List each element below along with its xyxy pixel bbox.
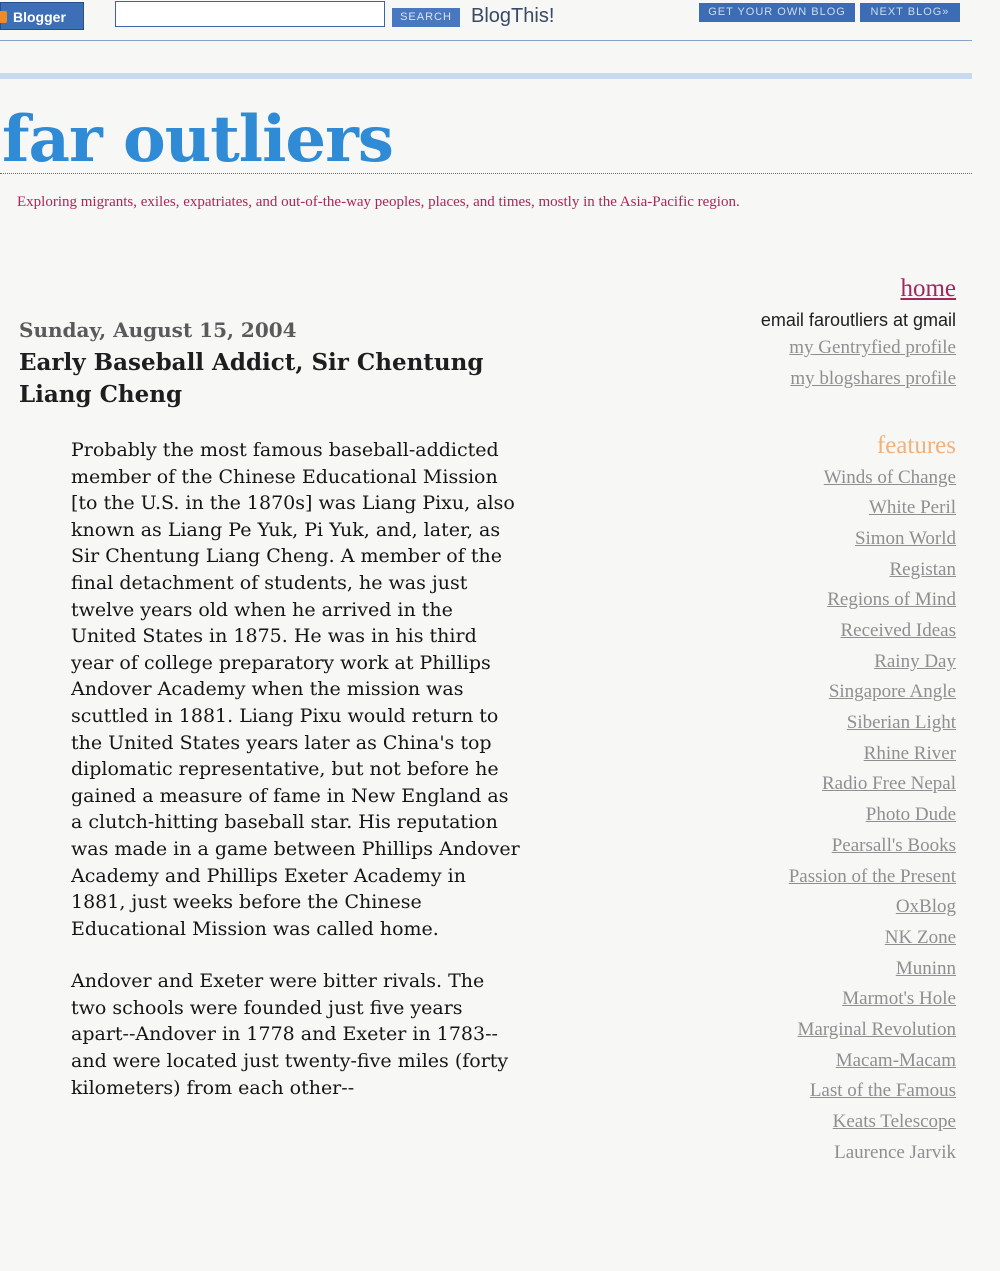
blog-description: Exploring migrants, exiles, expatriates, and out-of-the-way peoples, places, and times, mostly in the Asia-Pacific region. — [17, 194, 740, 210]
list-item — [636, 616, 956, 647]
list-item — [636, 739, 956, 770]
feature-link[interactable]: Passion of the Present — [788, 865, 956, 887]
feature-link[interactable]: Simon World — [854, 527, 956, 549]
feature-link[interactable]: Photo Dude — [865, 804, 956, 826]
list-item — [636, 524, 956, 555]
blogger-navbar — [0, 0, 1000, 38]
feature-link[interactable]: OxBlog — [895, 896, 956, 918]
email-text: email faroutliers at gmail — [760, 310, 956, 330]
feature-link[interactable]: Singapore Angle — [828, 681, 956, 703]
title-divider — [0, 173, 972, 174]
post-paragraph: Probably the most famous baseball-addicted member of the Chinese Educational Mission [to the U.S. in the 1870s] was Liang Pixu, also known as Liang Pe Yuk, Pi Yuk, and, later, as Sir Chentung Liang Cheng. A member of the final detachment of students, he was just twelve years old when he arrived in the United States in 1875. He was in his third year of college preparatory work at Phillips Andover Academy when the mission was scuttled in 1881. Liang Pixu would return to the United States years later as China's top diplomatic representative, but not before he gained a measure of fame in New England as a clutch-hitting baseball star. His reputation was made in a game between Phillips Andover Academy and Phillips Exeter Academy in 1881, just weeks before the Chinese Educational Mission was called home. — [71, 439, 520, 940]
post-title[interactable]: Early Baseball Addict, Sir Chentung Liang Cheng — [19, 349, 484, 408]
list-item — [636, 677, 956, 708]
feature-link[interactable]: Marmot's Hole — [842, 988, 956, 1010]
feature-link[interactable]: Marginal Revolution — [797, 1018, 956, 1040]
feature-link[interactable]: White Peril — [868, 497, 956, 519]
feature-link[interactable]: Rainy Day — [874, 650, 956, 672]
get-your-own-blog-button[interactable]: GET YOUR OWN BLOG — [699, 3, 855, 22]
list-item — [636, 585, 956, 616]
list-item — [636, 463, 956, 494]
list-item — [636, 1076, 956, 1107]
feature-link[interactable]: Siberian Light — [846, 712, 956, 734]
feature-link[interactable]: Laurence Jarvik — [834, 1141, 956, 1163]
list-item — [636, 923, 956, 954]
list-item — [636, 984, 956, 1015]
blogger-logo-text: Blogger — [13, 9, 66, 25]
list-item — [636, 1015, 956, 1046]
feature-link[interactable]: Radio Free Nepal — [821, 773, 956, 795]
search-button[interactable]: SEARCH — [392, 8, 460, 27]
search-input[interactable] — [115, 1, 385, 27]
sidebar — [636, 275, 956, 1168]
list-item — [636, 800, 956, 831]
feature-link[interactable]: Regions of Mind — [827, 589, 956, 611]
next-blog-button[interactable]: NEXT BLOG» — [860, 3, 960, 22]
list-item — [636, 1107, 956, 1138]
list-item — [636, 954, 956, 985]
features-list — [636, 463, 956, 1169]
blogger-logo[interactable] — [0, 2, 84, 30]
blogger-b-icon — [0, 11, 7, 23]
features-heading: features — [876, 431, 956, 459]
feature-link[interactable]: Received Ideas — [840, 620, 956, 642]
feature-link[interactable]: Winds of Change — [823, 466, 956, 488]
feature-link[interactable]: Muninn — [895, 957, 956, 979]
list-item — [636, 831, 956, 862]
feature-link[interactable]: Rhine River — [863, 742, 956, 764]
list-item — [636, 1138, 956, 1169]
list-item — [636, 708, 956, 739]
feature-link[interactable]: Last of the Famous — [809, 1080, 956, 1102]
list-item — [636, 769, 956, 800]
list-item — [636, 892, 956, 923]
feature-link[interactable]: Registan — [889, 558, 956, 580]
post-body — [71, 437, 521, 1127]
list-item — [636, 1046, 956, 1077]
feature-link[interactable]: Pearsall's Books — [831, 834, 956, 856]
feature-link[interactable]: NK Zone — [884, 926, 956, 948]
blog-title[interactable]: far outliers — [2, 102, 393, 177]
gentryfied-profile-link[interactable]: my Gentryfied profile — [789, 337, 956, 358]
feature-link[interactable]: Keats Telescope — [832, 1111, 956, 1133]
list-item — [636, 647, 956, 678]
post-date: Sunday, August 15, 2004 — [19, 318, 297, 342]
navbar-divider — [0, 40, 972, 41]
blogshares-profile-link[interactable]: my blogshares profile — [790, 367, 956, 389]
post-paragraph: Andover and Exeter were bitter rivals. The two schools were founded just five years apart--Andover in 1778 and Exeter in 1783--and were located just twenty-five miles (forty kilometers) from each other-- — [71, 970, 509, 1099]
header-band — [0, 73, 972, 79]
blogthis-link[interactable]: BlogThis! — [471, 5, 555, 27]
feature-link[interactable]: Macam-Macam — [835, 1049, 956, 1071]
list-item — [636, 555, 956, 586]
list-item — [636, 862, 956, 893]
home-link[interactable]: home — [900, 275, 956, 302]
list-item — [636, 493, 956, 524]
